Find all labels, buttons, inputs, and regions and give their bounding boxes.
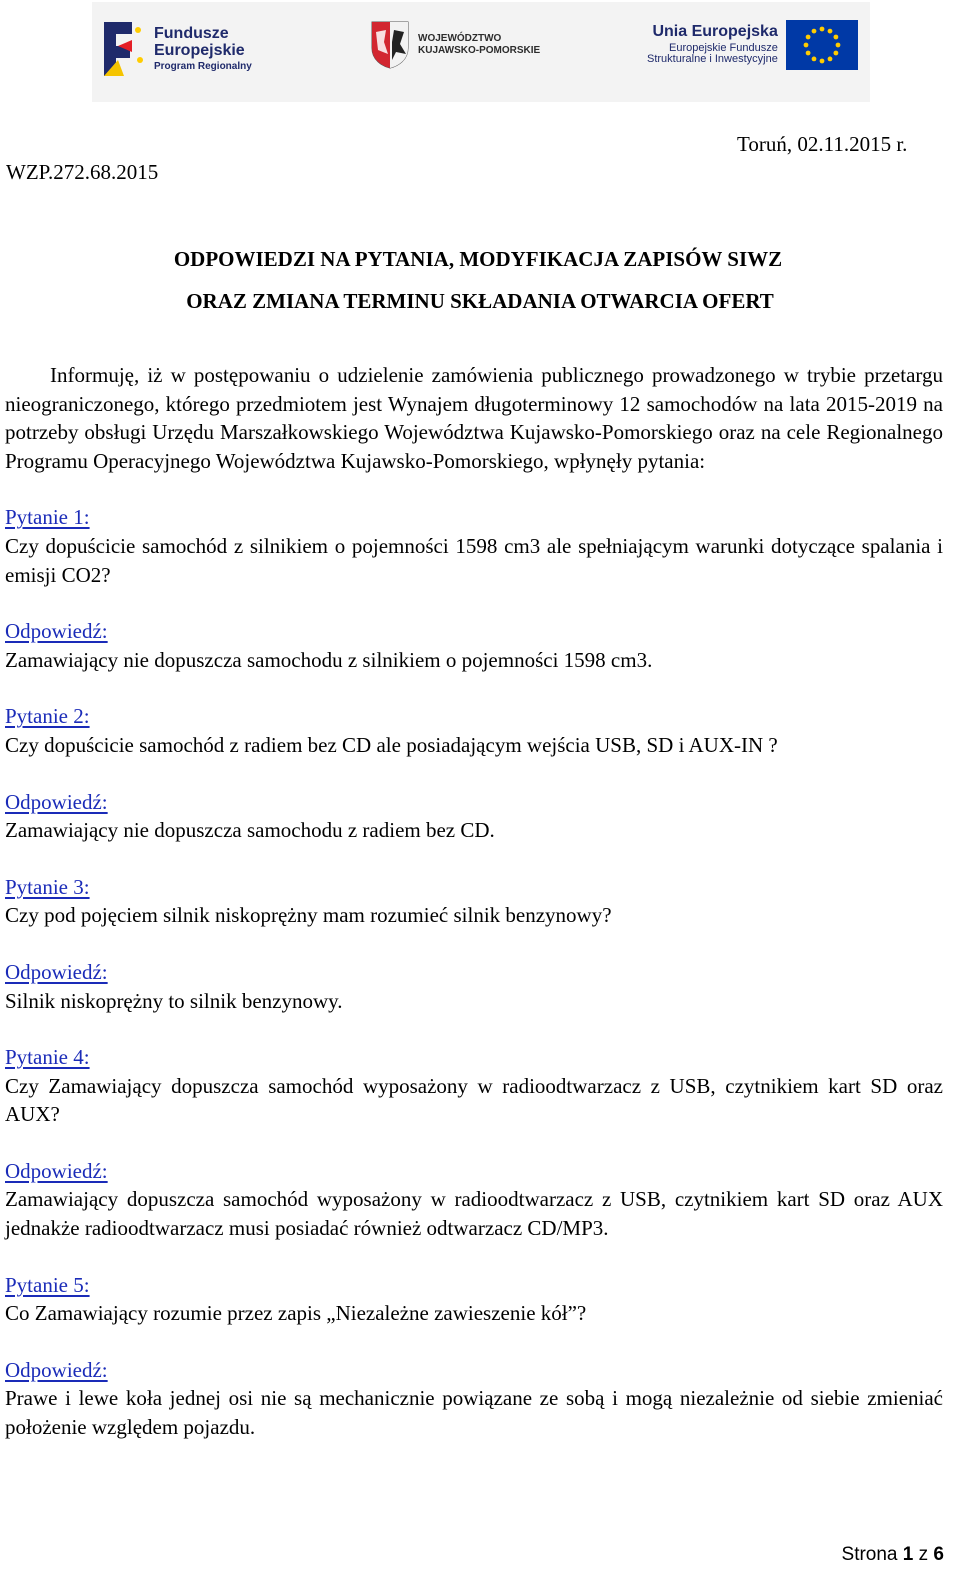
ue-logo-line3: Strukturalne i Inwestycyjne [647, 53, 778, 66]
document-body [5, 361, 943, 1442]
ue-logo-line1: Unia Europejska [652, 23, 778, 41]
question-label: Pytanie 1: [5, 505, 90, 530]
question-text: Co Zamawiający rozumie przez zapis „Niezależne zawieszenie kół”? [5, 1301, 587, 1326]
qa-item-3 [5, 873, 943, 1015]
document-title-line1: ODPOWIEDZI NA PYTANIA, MODYFIKACJA ZAPISÓW SIWZ [173, 247, 783, 271]
question-text: Czy dopuścicie samochód z radiem bez CD ale posiadającym wejścia USB, SD i AUX-IN ? [5, 732, 778, 757]
answer-label: Odpowiedź: [5, 959, 108, 984]
page-counter-sep: z [918, 1544, 929, 1565]
question-text: Czy pod pojęciem silnik niskoprężny mam rozumieć silnik benzynowy? [5, 903, 612, 928]
answer-text: Zamawiający dopuszcza samochód wyposażony w radioodtwarzacz z USB, czytnikiem kart SD oraz AUX jednakże radioodtwarzacz musi posiadać również odtwarzacz CD/MP3. [5, 1187, 943, 1241]
question-label: Pytanie 2: [5, 704, 90, 729]
document-date: Toruń, 02.11.2015 r. [737, 132, 908, 156]
question-text: Czy Zamawiający dopuszcza samochód wyposażony w radioodtwarzacz z USB, czytnikiem kart SD oraz AUX? [5, 1073, 943, 1127]
page-total: 6 [933, 1544, 944, 1565]
unia-europejska-logo [647, 20, 858, 70]
answer-label: Odpowiedź: [5, 619, 108, 644]
qa-item-5 [5, 1271, 943, 1442]
page-counter [842, 1544, 944, 1566]
woj-logo-line2: KUJAWSKO-POMORSKIE [418, 45, 541, 56]
answer-text: Zamawiający nie dopuszcza samochodu z radiem bez CD. [5, 818, 495, 843]
answer-text: Zamawiający nie dopuszcza samochodu z silnikiem o pojemności 1598 cm3. [5, 647, 653, 672]
fundusze-europejskie-logo [102, 20, 252, 78]
fe-logo-line1: Fundusze [154, 24, 229, 42]
question-label: Pytanie 4: [5, 1045, 90, 1070]
fundusze-europejskie-icon [102, 20, 146, 78]
fe-logo-line3: Program Regionalny [154, 60, 252, 72]
eu-flag-icon [786, 20, 858, 70]
document-title-line2: ORAZ ZMIANA TERMINU SKŁADANIA OTWARCIA OFERT [186, 289, 774, 313]
answer-label: Odpowiedź: [5, 789, 108, 814]
document-reference: WZP.272.68.2015 [6, 160, 159, 184]
page-counter-prefix: Strona [841, 1544, 898, 1565]
answer-label: Odpowiedź: [5, 1357, 108, 1382]
answer-label: Odpowiedź: [5, 1158, 108, 1183]
woj-logo-line1: WOJEWÓDZTWO [418, 32, 502, 44]
ue-logo-line2: Europejskie Fundusze [669, 41, 778, 54]
intro-paragraph: Informuję, iż w postępowaniu o udzielenie zamówienia publicznego prowadzonego w trybie przetargu nieograniczonego, którego przedmiotem jest Wynajem długoterminowy 12 samochodów na lata 2015-2019 na potrzeby obsługi Urzędu Marszałkowskiego Województwa Kujawsko-Pomorskiego oraz na cele Regionalnego Programu Operacyjnego Województwa Kujawsko-Pomorskiego, wpłynęły pytania: [5, 363, 943, 473]
coat-of-arms-icon [370, 20, 410, 70]
qa-item-4 [5, 1043, 943, 1243]
fe-logo-line2: Europejskie [154, 41, 245, 59]
qa-item-2 [5, 702, 943, 844]
question-label: Pytanie 5: [5, 1272, 90, 1297]
question-text: Czy dopuścicie samochód z silnikiem o pojemności 1598 cm3 ale spełniającym warunki dotyczące spalania i emisji CO2? [5, 533, 943, 587]
qa-item-1 [5, 503, 943, 674]
answer-text: Prawe i lewe koła jednej osi nie są mechanicznie powiązane ze sobą i mogą niezależnie od siebie zmieniać położenie względem pojazdu. [5, 1386, 943, 1440]
answer-text: Silnik niskoprężny to silnik benzynowy. [5, 988, 343, 1013]
logo-banner [92, 2, 870, 102]
wojewodztwo-logo [370, 20, 540, 70]
question-label: Pytanie 3: [5, 874, 90, 899]
page-current: 1 [902, 1544, 914, 1565]
